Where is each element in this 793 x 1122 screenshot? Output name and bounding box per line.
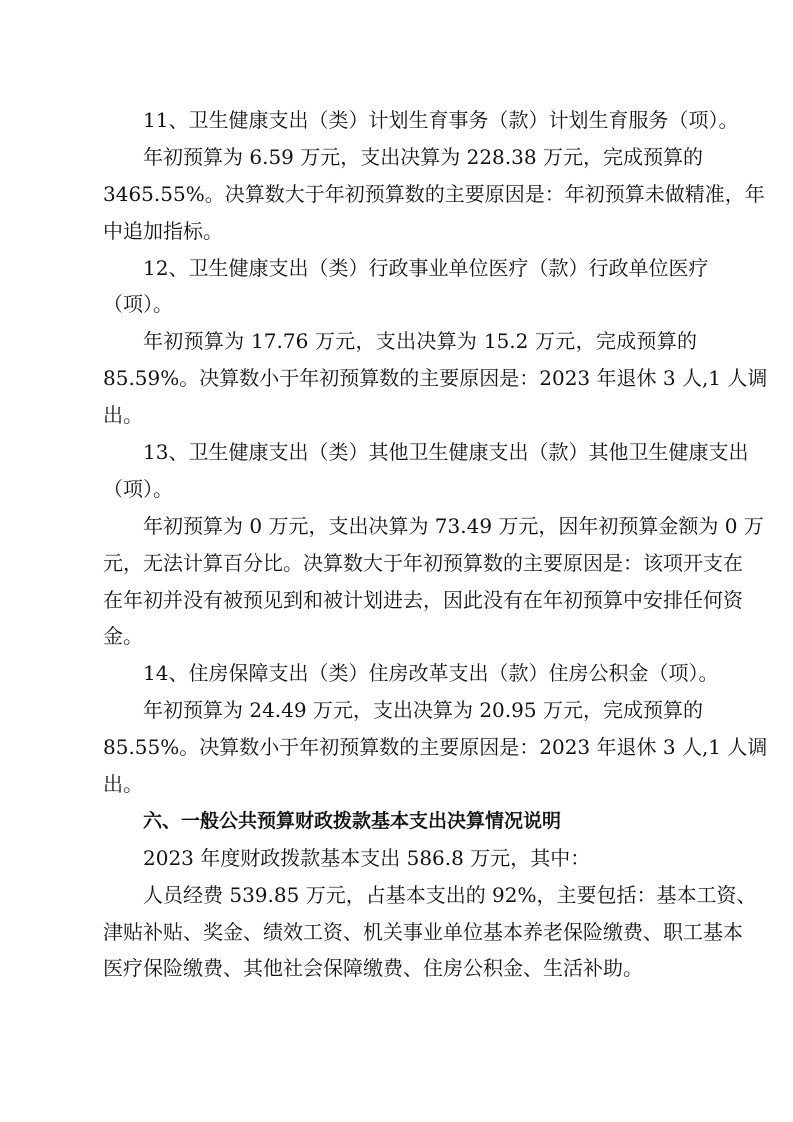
- body-paragraph: [103, 840, 697, 877]
- text-line: 六、一般公共预算财政拨款基本支出决算情况说明: [143, 809, 562, 832]
- text-line: 元，无法计算百分比。决算数大于年初预算数的主要原因是：该项开支在: [103, 550, 743, 575]
- section-heading: [103, 803, 697, 840]
- item-title-paragraph: [103, 434, 749, 508]
- text-line: （项）。: [103, 292, 173, 317]
- text-line: 13、卫生健康支出（类）其他卫生健康支出（款）其他卫生健康支出: [143, 440, 749, 465]
- item-title-paragraph: [103, 250, 709, 324]
- text-line: 14、住房保障支出（类）住房改革支出（款）住房公积金（项）。: [143, 661, 719, 686]
- text-line: 医疗保险缴费、其他社会保障缴费、住房公积金、生活补助。: [103, 956, 643, 981]
- text-line: 3465.55%。决算数大于年初预算数的主要原因是：年初预算未做精准，年: [103, 181, 765, 206]
- text-line: 年初预算为 0 万元，支出决算为 73.49 万元，因年初预算金额为 0 万: [143, 513, 764, 538]
- text-line: 中追加指标。: [103, 218, 223, 243]
- text-line: 津贴补贴、奖金、绩效工资、机关事业单位基本养老保险缴费、职工基本: [103, 919, 743, 944]
- body-paragraph: [103, 692, 768, 803]
- text-line: 85.55%。决算数小于年初预算数的主要原因是：2023 年退休 3 人,1 人调: [103, 735, 768, 760]
- text-line: 2023 年度财政拨款基本支出 586.8 万元，其中：: [143, 845, 591, 870]
- body-paragraph: [103, 877, 757, 988]
- text-line: 年初预算为 17.76 万元，支出决算为 15.2 万元，完成预算的: [143, 329, 697, 354]
- text-line: 人员经费 539.85 万元，占基本支出的 92%，主要包括：基本工资、: [143, 882, 757, 907]
- text-line: （项）。: [103, 476, 173, 501]
- body-paragraph: [103, 508, 764, 656]
- document-page: [103, 102, 768, 987]
- text-line: 金。: [103, 624, 143, 649]
- text-line: 12、卫生健康支出（类）行政事业单位医疗（款）行政单位医疗: [143, 255, 709, 280]
- body-paragraph: [103, 139, 765, 250]
- text-line: 出。: [103, 772, 143, 797]
- text-line: 年初预算为 6.59 万元，支出决算为 228.38 万元，完成预算的: [143, 144, 703, 169]
- text-line: 年初预算为 24.49 万元，支出决算为 20.95 万元，完成预算的: [143, 698, 703, 723]
- body-paragraph: [103, 323, 768, 434]
- text-line: 在年初并没有被预见到和被计划进去，因此没有在年初预算中安排任何资: [103, 587, 743, 612]
- text-line: 85.59%。决算数小于年初预算数的主要原因是：2023 年退休 3 人,1 人调: [103, 366, 768, 391]
- item-title-paragraph: [103, 102, 739, 139]
- text-line: 11、卫生健康支出（类）计划生育事务（款）计划生育服务（项）。: [143, 108, 739, 132]
- item-title-paragraph: [103, 655, 719, 692]
- text-line: 出。: [103, 403, 143, 428]
